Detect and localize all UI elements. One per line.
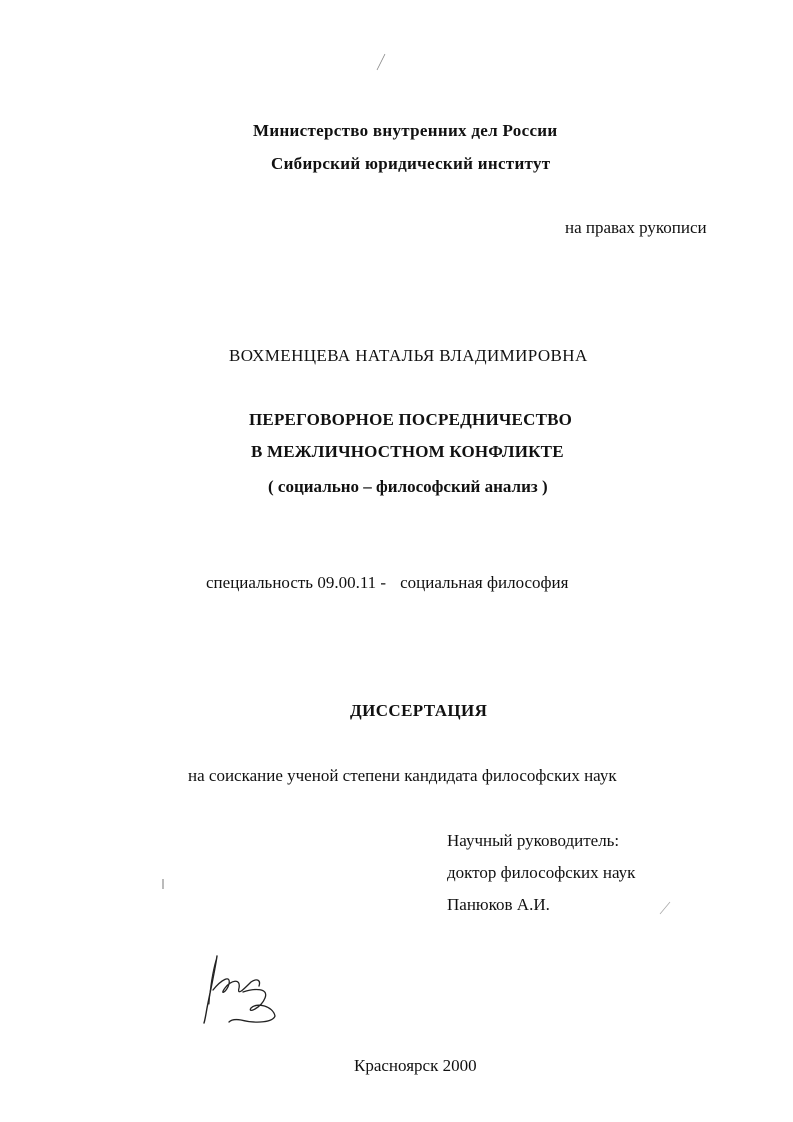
supervisor-label: Научный руководитель: bbox=[447, 831, 620, 850]
title-subtitle: ( социально – философский анализ ) bbox=[268, 477, 548, 496]
author-name: ВОХМЕНЦЕВА НАТАЛЬЯ ВЛАДИМИРОВНА bbox=[229, 346, 588, 365]
title-line-1: ПЕРЕГОВОРНОЕ ПОСРЕДНИЧЕСТВО bbox=[249, 410, 573, 429]
supervisor-name: Панюков А.И. bbox=[447, 895, 550, 914]
specialty-code: специальность 09.00.11 - bbox=[206, 573, 387, 592]
scan-mark-top bbox=[374, 52, 388, 72]
ministry-heading: Министерство внутренних дел России bbox=[253, 121, 558, 140]
title-line-2: В МЕЖЛИЧНОСТНОМ КОНФЛИКТЕ bbox=[251, 442, 564, 461]
signature bbox=[195, 950, 295, 1025]
degree-line: на соискание ученой степени кандидата философских наук bbox=[188, 766, 617, 785]
institute-heading: Сибирский юридический институт bbox=[271, 154, 551, 173]
scan-mark-left bbox=[160, 878, 166, 890]
supervisor-rank: доктор философских наук bbox=[447, 863, 636, 882]
specialty-line bbox=[206, 573, 568, 593]
document-type: ДИССЕРТАЦИЯ bbox=[350, 701, 488, 720]
specialty-name: социальная философия bbox=[400, 573, 569, 592]
city-year: Красноярск 2000 bbox=[354, 1056, 477, 1075]
manuscript-note: на правах рукописи bbox=[565, 218, 707, 237]
scan-mark-right bbox=[658, 900, 672, 916]
